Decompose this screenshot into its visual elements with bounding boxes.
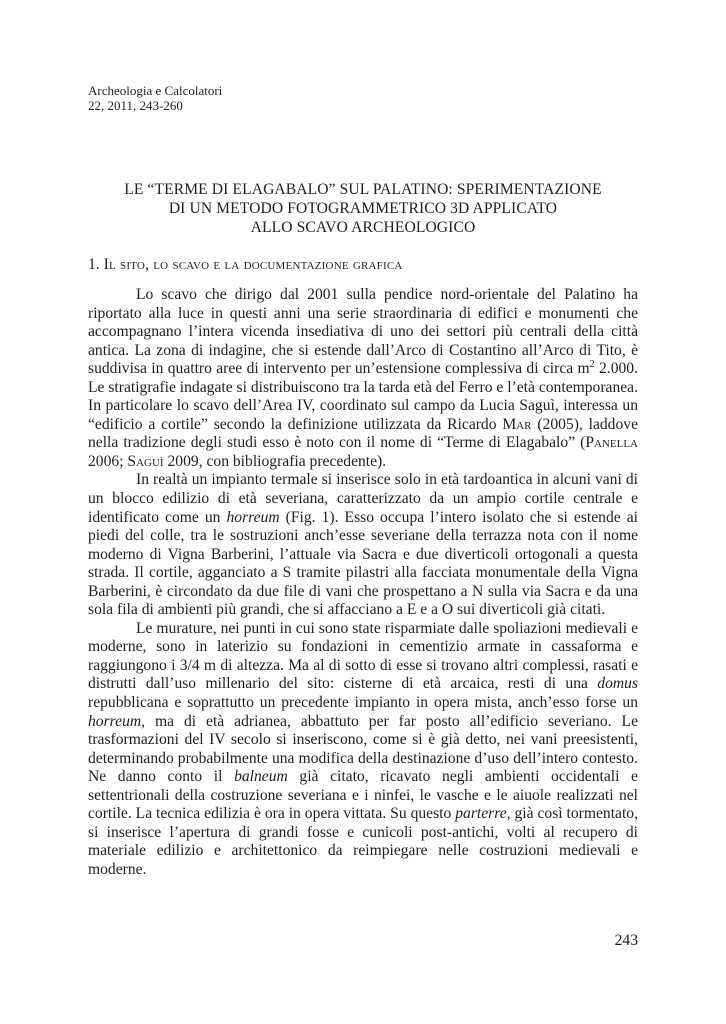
- paragraph-3-text-c: , ma di età adrianea, abbattuto per far posto all’edificio severiano. Le trasformazioni del IV secolo si inseriscono, come si è già detto, nei vani preesistenti, determinando probabilmente una modifica della destinazione d’uso dell’intero contesto. Ne danno conto il: [88, 712, 638, 786]
- citation-sagui: Saguì: [127, 452, 164, 470]
- page-number: 243: [614, 932, 638, 949]
- paragraph-3-text-d: già citato, ricavato negli ambienti occidentali e settentrionali della costruzione severiana e i ninfei, le vasche e le aiuole realizzati nel cortile. La tecnica edilizia è ora in opera vittata. Su questo: [88, 768, 638, 823]
- paragraph-1: [88, 286, 638, 471]
- journal-issue: 22, 2011, 243-260: [88, 98, 183, 113]
- paragraph-1-text-e: 2009, con bibliografia precedente).: [163, 452, 387, 470]
- term-parterre: parterre: [455, 805, 507, 823]
- term-horreum: horreum: [226, 508, 280, 526]
- paragraph-2-text-b: (Fig. 1). Esso occupa l’intero isolato che si estende ai piedi del colle, tra le sostruzioni anch’esse severiane della terrazza nota con il nome moderno di Vigna Barberini, l’attuale via Sacra e due diverticoli ortogonali a questa strada. Il cortile, agganciato a S tramite pilastri alla facciata monumentale della Vigna Barberini, è circondato da due file di vani che prospettano a N sulla via Sacra e da una sola fila di ambienti più grandi, che si affacciano a E e a O sui diverticoli già citati.: [88, 508, 638, 619]
- section-heading: [88, 255, 403, 275]
- citation-mar: Mar: [502, 415, 532, 433]
- term-horreum: horreum: [88, 712, 142, 730]
- paragraph-1-text-c: (2005), laddove nella tradizione degli studi esso è noto con il nome di “Terme di Elagabalo” (: [88, 415, 638, 452]
- paragraph-2: [88, 471, 638, 619]
- journal-header: [88, 83, 222, 113]
- term-balneum: balneum: [234, 768, 288, 786]
- paragraph-1-text-b: 2.000. Le stratigrafie indagate si distribuiscono tra la tarda età del Ferro e l’età contemporanea. In particolare lo scavo dell’Area IV, coordinato sul campo da Lucia Saguì, interessa un “edificio a cortile” secondo la definizione utilizzata da Ricardo: [88, 360, 638, 433]
- paragraph-3: [88, 620, 638, 880]
- section-number: 1.: [88, 256, 100, 273]
- journal-name: Archeologia e Calcolatori: [88, 83, 223, 98]
- paragraph-3-text-e: , già così tormentato, si inserisce l’apertura di grandi fosse e cunicoli post-antichi, volti al recupero di materiale edilizio e architettonico da reimpiegare nelle costruzioni medievali e moderne.: [88, 805, 638, 878]
- paragraph-2-text-a: In realtà un impianto termale si inserisce solo in età tardoantica in alcuni vani di un blocco edilizio di età severiana, caratterizzato da un ampio cortile centrale e identificato come un: [88, 471, 638, 526]
- section-title: Il sito, lo scavo e la documentazione grafica: [103, 256, 403, 273]
- paragraph-1-text-d: 2006;: [88, 452, 128, 470]
- paragraph-3-text-a: Le murature, nei punti in cui sono state risparmiate dalle spoliazioni medievali e moderne, sono in laterizio su fondazioni in cementizio armate in cassaforma e raggiungono i 3/4 m di altezza. Ma al di sotto di esse si trovano altri complessi, rasati e distrutti dall’uso millenario del sito: cisterne di età arcaica, resti di una: [88, 619, 638, 693]
- article-body: [88, 286, 638, 880]
- paragraph-1-text-a: Lo scavo che dirigo dal 2001 sulla pendice nord-orientale del Palatino ha riportato alla luce in questi anni una serie straordinaria di edifici e monumenti che accompagnano l’intera vicenda insediativa di uno dei settori più centrali della città antica. La zona di indagine, che si estende dall’Arco di Costantino all’Arco di Tito, è suddivisa in quattro aree di intervento per un’estensione complessiva di circa m: [88, 286, 638, 378]
- term-domus: domus: [597, 675, 638, 693]
- title-line-3: ALLO SCAVO ARCHEOLOGICO: [250, 219, 476, 236]
- title-line-1: LE “TERME DI ELAGABALO” SUL PALATINO: SPERIMENTAZIONE: [124, 181, 602, 198]
- superscript-2: 2: [589, 359, 595, 370]
- article-title: [90, 180, 636, 237]
- paragraph-3-text-b: repubblicana e soprattutto un precedente impianto in opera mista, anch’esso forse un: [88, 694, 638, 712]
- citation-panella: Panella: [585, 434, 638, 452]
- title-line-2: DI UN METODO FOTOGRAMMETRICO 3D APPLICATO: [168, 200, 558, 217]
